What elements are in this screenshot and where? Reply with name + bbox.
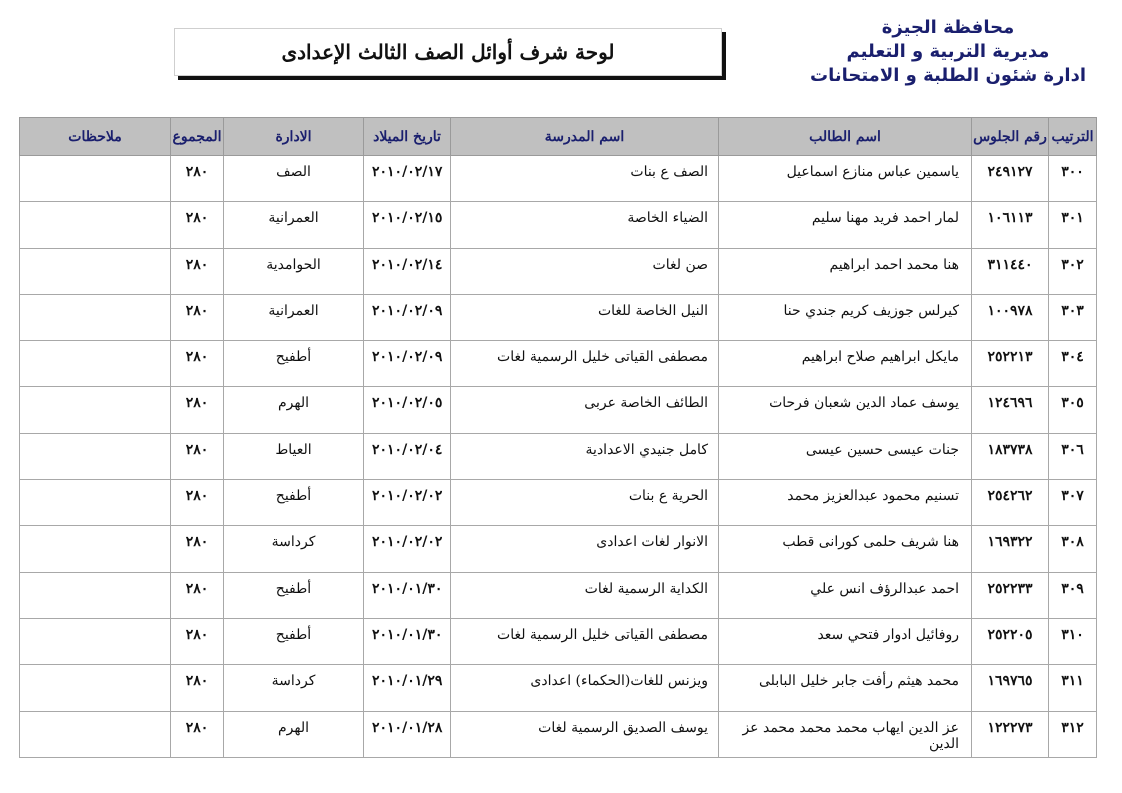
table-row bbox=[20, 711, 1097, 757]
school-name-cell: صن لغات bbox=[451, 248, 719, 294]
notes-cell bbox=[20, 711, 171, 757]
notes-cell bbox=[20, 665, 171, 711]
student-name-cell: تسنيم محمود عبدالعزيز محمد bbox=[719, 480, 972, 526]
birth-date-cell: ٢٠١٠/٠٢/٠٥ bbox=[364, 387, 451, 433]
seat-number-cell: ٢٥٢٢٣٣ bbox=[972, 572, 1049, 618]
school-name-cell: الضياء الخاصة bbox=[451, 202, 719, 248]
student-name-cell: روفائيل ادوار فتحي سعد bbox=[719, 618, 972, 664]
notes-cell bbox=[20, 480, 171, 526]
col-header-notes: ملاحظات bbox=[20, 118, 171, 156]
notes-cell bbox=[20, 202, 171, 248]
total-score-cell: ٢٨٠ bbox=[171, 480, 224, 526]
administration-cell: الصف bbox=[224, 156, 364, 202]
school-name-cell: مصطفى القياتى خليل الرسمية لغات bbox=[451, 341, 719, 387]
seat-number-cell: ٢٥٢٢٠٥ bbox=[972, 618, 1049, 664]
student-name-cell: هنا شريف حلمى كورانى قطب bbox=[719, 526, 972, 572]
table-row bbox=[20, 618, 1097, 664]
administration-cell: العمرانية bbox=[224, 294, 364, 340]
notes-cell bbox=[20, 387, 171, 433]
table-row bbox=[20, 665, 1097, 711]
col-header-dob: تاريخ الميلاد bbox=[364, 118, 451, 156]
notes-cell bbox=[20, 341, 171, 387]
administration-cell: العمرانية bbox=[224, 202, 364, 248]
table-row bbox=[20, 156, 1097, 202]
rank-cell: ٣١٠ bbox=[1049, 618, 1097, 664]
table-row bbox=[20, 526, 1097, 572]
rank-cell: ٣٠٦ bbox=[1049, 433, 1097, 479]
seat-number-cell: ١٢٢٢٧٣ bbox=[972, 711, 1049, 757]
student-name-cell: هنا محمد احمد ابراهيم bbox=[719, 248, 972, 294]
rank-cell: ٣١١ bbox=[1049, 665, 1097, 711]
col-header-school: اسم المدرسة bbox=[451, 118, 719, 156]
rank-cell: ٣٠٨ bbox=[1049, 526, 1097, 572]
total-score-cell: ٢٨٠ bbox=[171, 156, 224, 202]
rank-cell: ٣٠٢ bbox=[1049, 248, 1097, 294]
total-score-cell: ٢٨٠ bbox=[171, 572, 224, 618]
seat-number-cell: ١٨٣٧٣٨ bbox=[972, 433, 1049, 479]
rank-cell: ٣٠٥ bbox=[1049, 387, 1097, 433]
school-name-cell: النيل الخاصة للغات bbox=[451, 294, 719, 340]
school-name-cell: الصف ع بنات bbox=[451, 156, 719, 202]
seat-number-cell: ٢٤٩١٢٧ bbox=[972, 156, 1049, 202]
notes-cell bbox=[20, 572, 171, 618]
birth-date-cell: ٢٠١٠/٠٢/١٧ bbox=[364, 156, 451, 202]
notes-cell bbox=[20, 433, 171, 479]
page-title-box bbox=[174, 28, 722, 76]
student-name-cell: لمار احمد فريد مهنا سليم bbox=[719, 202, 972, 248]
school-name-cell: ويزنس للغات(الحكماء) اعدادى bbox=[451, 665, 719, 711]
total-score-cell: ٢٨٠ bbox=[171, 711, 224, 757]
birth-date-cell: ٢٠١٠/٠٢/١٥ bbox=[364, 202, 451, 248]
col-header-rank: الترتيب bbox=[1049, 118, 1097, 156]
rank-cell: ٣٠٩ bbox=[1049, 572, 1097, 618]
birth-date-cell: ٢٠١٠/٠١/٢٩ bbox=[364, 665, 451, 711]
col-header-admin: الادارة bbox=[224, 118, 364, 156]
seat-number-cell: ١٢٤٦٩٦ bbox=[972, 387, 1049, 433]
seat-number-cell: ١٦٩٣٢٢ bbox=[972, 526, 1049, 572]
notes-cell bbox=[20, 526, 171, 572]
table-row bbox=[20, 248, 1097, 294]
school-name-cell: الطائف الخاصة عربى bbox=[451, 387, 719, 433]
administration-cell: أطفيح bbox=[224, 572, 364, 618]
seat-number-cell: ١٦٩٧٦٥ bbox=[972, 665, 1049, 711]
administration-cell: العياط bbox=[224, 433, 364, 479]
col-header-seat: رقم الجلوس bbox=[972, 118, 1049, 156]
table-row bbox=[20, 294, 1097, 340]
total-score-cell: ٢٨٠ bbox=[171, 294, 224, 340]
school-name-cell: الانوار لغات اعدادى bbox=[451, 526, 719, 572]
table-row bbox=[20, 202, 1097, 248]
rank-cell: ٣٠٣ bbox=[1049, 294, 1097, 340]
student-name-cell: يوسف عماد الدين شعبان فرحات bbox=[719, 387, 972, 433]
administration-cell: الهرم bbox=[224, 711, 364, 757]
table-row bbox=[20, 387, 1097, 433]
birth-date-cell: ٢٠١٠/٠١/٢٨ bbox=[364, 711, 451, 757]
total-score-cell: ٢٨٠ bbox=[171, 665, 224, 711]
honor-table bbox=[19, 117, 1097, 758]
school-name-cell: مصطفى القياتى خليل الرسمية لغات bbox=[451, 618, 719, 664]
notes-cell bbox=[20, 248, 171, 294]
total-score-cell: ٢٨٠ bbox=[171, 341, 224, 387]
col-header-name: اسم الطالب bbox=[719, 118, 972, 156]
table-row bbox=[20, 341, 1097, 387]
administration-cell: الحوامدية bbox=[224, 248, 364, 294]
administration-cell: أطفيح bbox=[224, 480, 364, 526]
seat-number-cell: ١٠٠٩٧٨ bbox=[972, 294, 1049, 340]
student-name-cell: مايكل ابراهيم صلاح ابراهيم bbox=[719, 341, 972, 387]
total-score-cell: ٢٨٠ bbox=[171, 433, 224, 479]
birth-date-cell: ٢٠١٠/٠٢/٠٤ bbox=[364, 433, 451, 479]
table-row bbox=[20, 433, 1097, 479]
notes-cell bbox=[20, 618, 171, 664]
birth-date-cell: ٢٠١٠/٠٢/٠٩ bbox=[364, 294, 451, 340]
administration-cell: كرداسة bbox=[224, 665, 364, 711]
notes-cell bbox=[20, 294, 171, 340]
school-name-cell: يوسف الصديق الرسمية لغات bbox=[451, 711, 719, 757]
seat-number-cell: ٢٥٢٢١٣ bbox=[972, 341, 1049, 387]
notes-cell bbox=[20, 156, 171, 202]
birth-date-cell: ٢٠١٠/٠١/٣٠ bbox=[364, 572, 451, 618]
total-score-cell: ٢٨٠ bbox=[171, 618, 224, 664]
student-name-cell: ياسمين عباس منازع اسماعيل bbox=[719, 156, 972, 202]
directorate-name: مديرية التربية و التعليم bbox=[846, 41, 1050, 62]
total-score-cell: ٢٨٠ bbox=[171, 387, 224, 433]
governorate-name: محافظة الجيزة bbox=[881, 17, 1015, 38]
total-score-cell: ٢٨٠ bbox=[171, 248, 224, 294]
school-name-cell: الحرية ع بنات bbox=[451, 480, 719, 526]
organization-header bbox=[798, 16, 1098, 88]
rank-cell: ٣٠٧ bbox=[1049, 480, 1097, 526]
seat-number-cell: ٢٥٤٢٦٢ bbox=[972, 480, 1049, 526]
total-score-cell: ٢٨٠ bbox=[171, 202, 224, 248]
school-name-cell: كامل جنيدي الاعدادية bbox=[451, 433, 719, 479]
birth-date-cell: ٢٠١٠/٠١/٣٠ bbox=[364, 618, 451, 664]
student-name-cell: جنات عيسى حسين عيسى bbox=[719, 433, 972, 479]
school-name-cell: الكداية الرسمية لغات bbox=[451, 572, 719, 618]
student-name-cell: كيرلس جوزيف كريم جندي حنا bbox=[719, 294, 972, 340]
table-row bbox=[20, 480, 1097, 526]
administration-cell: أطفيح bbox=[224, 341, 364, 387]
department-name: ادارة شئون الطلبة و الامتحانات bbox=[810, 65, 1086, 86]
student-name-cell: احمد عبدالرؤف انس علي bbox=[719, 572, 972, 618]
seat-number-cell: ٣١١٤٤٠ bbox=[972, 248, 1049, 294]
page-title: لوحة شرف أوائل الصف الثالث الإعدادى bbox=[281, 40, 615, 64]
birth-date-cell: ٢٠١٠/٠٢/٠٩ bbox=[364, 341, 451, 387]
birth-date-cell: ٢٠١٠/٠٢/٠٢ bbox=[364, 480, 451, 526]
table-row bbox=[20, 572, 1097, 618]
seat-number-cell: ١٠٦١١٣ bbox=[972, 202, 1049, 248]
administration-cell: الهرم bbox=[224, 387, 364, 433]
rank-cell: ٣١٢ bbox=[1049, 711, 1097, 757]
administration-cell: كرداسة bbox=[224, 526, 364, 572]
birth-date-cell: ٢٠١٠/٠٢/٠٢ bbox=[364, 526, 451, 572]
rank-cell: ٣٠٤ bbox=[1049, 341, 1097, 387]
student-name-cell: عز الدين ايهاب محمد محمد محمد عز الدين bbox=[719, 711, 972, 757]
student-name-cell: محمد هيثم رأفت جابر خليل البابلى bbox=[719, 665, 972, 711]
birth-date-cell: ٢٠١٠/٠٢/١٤ bbox=[364, 248, 451, 294]
col-header-total: المجموع bbox=[171, 118, 224, 156]
table-header-row bbox=[20, 118, 1097, 156]
administration-cell: أطفيح bbox=[224, 618, 364, 664]
rank-cell: ٣٠٠ bbox=[1049, 156, 1097, 202]
rank-cell: ٣٠١ bbox=[1049, 202, 1097, 248]
total-score-cell: ٢٨٠ bbox=[171, 526, 224, 572]
